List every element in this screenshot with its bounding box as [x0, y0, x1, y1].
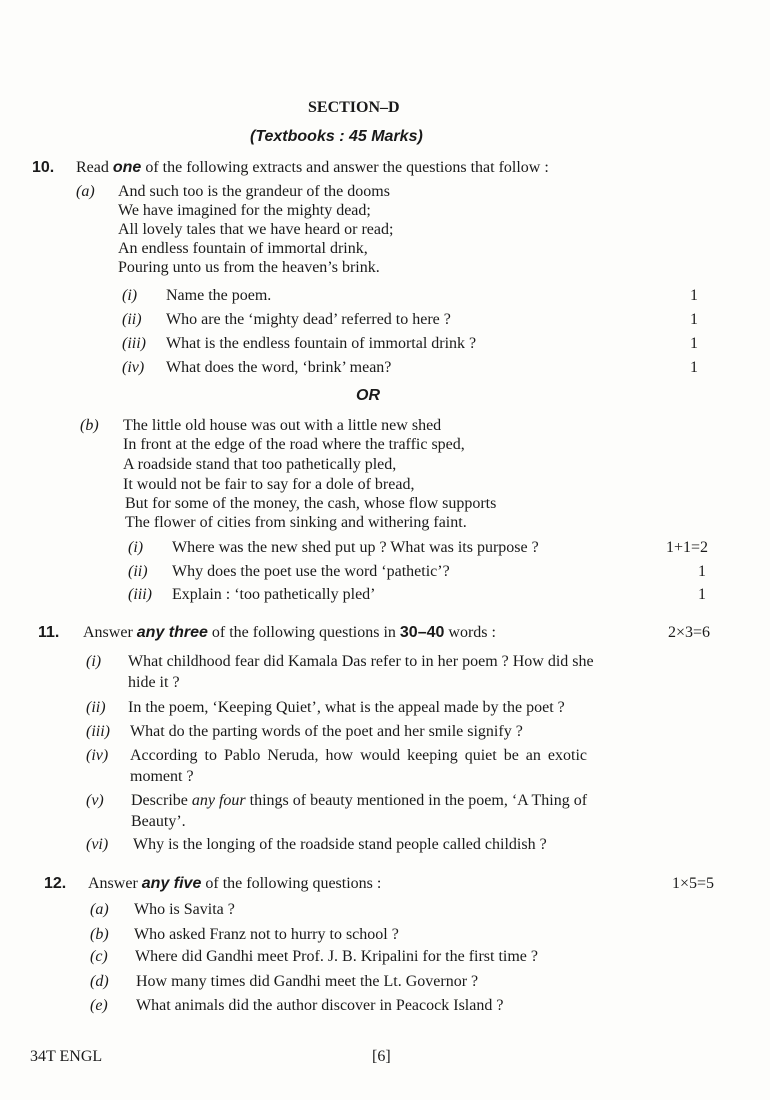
sub-label: (iii) [86, 723, 110, 740]
sub-label: (i) [128, 539, 144, 556]
sub-label: (iii) [122, 335, 146, 352]
sub-question: Name the poem. [166, 287, 272, 304]
sub-label: (ii) [86, 699, 106, 716]
option-label: (b) [80, 417, 99, 434]
poem-line: And such too is the grandeur of the dooms [118, 183, 390, 200]
marks: 1 [690, 335, 698, 352]
poem-line: But for some of the money, the cash, whose flow supports [125, 495, 497, 512]
sub-label: (d) [90, 973, 109, 990]
sub-question-cont: moment ? [130, 768, 194, 785]
sub-question: Who asked Franz not to hurry to school ? [134, 926, 399, 943]
sub-label: (ii) [128, 563, 148, 580]
sub-question: Explain : ‘too pathetically pled’ [172, 586, 376, 603]
sub-label: (v) [86, 792, 104, 809]
sub-label: (i) [122, 287, 138, 304]
sub-label: (vi) [86, 836, 109, 853]
section-title: SECTION–D [308, 99, 400, 116]
poem-line: We have imagined for the mighty dead; [118, 202, 371, 219]
sub-question-cont: hide it ? [128, 674, 180, 691]
sub-question-cont: Beauty’. [131, 813, 186, 830]
poem-line: It would not be fair to say for a dole of bread, [123, 476, 415, 493]
sub-label: (i) [86, 653, 102, 670]
question-number: 12. [44, 875, 67, 892]
sub-question: According to Pablo Neruda, how would keeping quiet be an exotic [130, 747, 587, 764]
sub-question: What does the word, ‘brink’ mean? [166, 359, 392, 376]
sub-question: What animals did the author discover in Peacock Island ? [136, 997, 504, 1014]
marks: 1 [698, 563, 706, 580]
sub-question: Why is the longing of the roadside stand people called childish ? [133, 836, 547, 853]
sub-question: What is the endless fountain of immortal drink ? [166, 335, 477, 352]
sub-label: (b) [90, 926, 109, 943]
sub-question: What childhood fear did Kamala Das refer to in her poem ? How did she [128, 653, 594, 670]
sub-label: (c) [90, 948, 108, 965]
marks: 1×5=5 [671, 875, 714, 892]
marks: 1 [690, 311, 698, 328]
marks: 1+1=2 [665, 539, 708, 556]
poem-line: All lovely tales that we have heard or read; [118, 221, 394, 238]
marks: 1 [690, 287, 698, 304]
question-prompt: Answer any three of the following questions in 30–40 words : [83, 624, 496, 641]
poem-line: An endless fountain of immortal drink, [118, 240, 368, 257]
sub-label: (e) [90, 997, 108, 1014]
poem-line: In front at the edge of the road where the traffic sped, [123, 436, 465, 453]
sub-question: Where was the new shed put up ? What was its purpose ? [172, 539, 539, 556]
question-prompt: Read one of the following extracts and answer the questions that follow : [76, 159, 549, 176]
sub-label: (iv) [122, 359, 145, 376]
sub-question: In the poem, ‘Keeping Quiet’, what is the appeal made by the poet ? [128, 699, 565, 716]
sub-label: (a) [90, 901, 109, 918]
or-divider: OR [356, 387, 380, 404]
marks: 1 [698, 586, 706, 603]
poem-line: A roadside stand that too pathetically pled, [123, 456, 397, 473]
section-subtitle: (Textbooks : 45 Marks) [250, 128, 423, 145]
question-number: 11. [38, 624, 60, 641]
sub-question: How many times did Gandhi meet the Lt. Governor ? [136, 973, 479, 990]
option-label: (a) [76, 183, 95, 200]
sub-question: What do the parting words of the poet and her smile signify ? [130, 723, 523, 740]
sub-question: Describe any four things of beauty mentioned in the poem, ‘A Thing of [131, 792, 588, 809]
sub-label: (iv) [86, 747, 109, 764]
sub-question: Who are the ‘mighty dead’ referred to here ? [166, 311, 451, 328]
question-number: 10. [32, 159, 55, 176]
poem-line: Pouring unto us from the heaven’s brink. [118, 259, 380, 276]
marks: 2×3=6 [667, 624, 710, 641]
marks: 1 [690, 359, 698, 376]
sub-label: (iii) [128, 586, 152, 603]
poem-line: The flower of cities from sinking and withering faint. [125, 514, 467, 531]
sub-question: Who is Savita ? [134, 901, 235, 918]
sub-label: (ii) [122, 311, 142, 328]
poem-line: The little old house was out with a little new shed [123, 417, 442, 434]
sub-question: Why does the poet use the word ‘pathetic’? [172, 563, 450, 580]
question-prompt: Answer any five of the following questions : [88, 875, 382, 892]
page-number: [6] [372, 1048, 391, 1065]
sub-question: Where did Gandhi meet Prof. J. B. Kripalini for the first time ? [135, 948, 539, 965]
paper-code: 34T ENGL [30, 1048, 103, 1065]
